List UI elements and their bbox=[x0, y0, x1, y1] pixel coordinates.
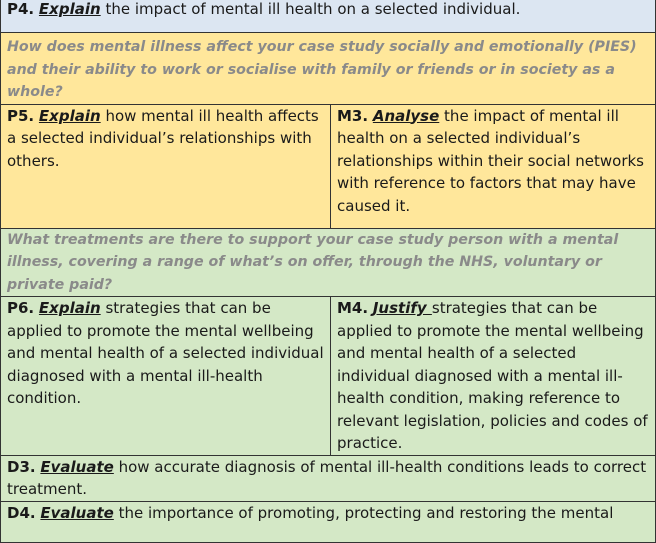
criterion-text: how accurate diagnosis of mental ill-health conditions leads to correct treatment. bbox=[7, 457, 647, 498]
command-verb: Justify bbox=[372, 299, 432, 317]
criterion-d4 bbox=[1, 501, 656, 542]
criteria-row-p6-m4 bbox=[1, 297, 656, 456]
criterion-p6 bbox=[1, 297, 331, 456]
command-verb: Analyse bbox=[372, 106, 440, 125]
criterion-p4 bbox=[1, 0, 656, 33]
criterion-text: the impact of mental ill health on a selected individual’s relationships within their social networks with reference to factors that may have caused it. bbox=[337, 106, 645, 215]
criterion-text: the importance of promoting, protecting and restoring the mental bbox=[113, 503, 614, 522]
criterion-p4-row bbox=[1, 0, 656, 33]
criterion-text: how mental ill health affects a selected individual’s relationships with others. bbox=[7, 106, 319, 170]
command-verb: Explain bbox=[38, 299, 101, 317]
question-prompt-2: What treatments are there to support your case study person with a mental illness, covering a range of what’s on offer, through the NHS, voluntary or private paid? bbox=[1, 228, 656, 297]
criterion-d3 bbox=[1, 455, 656, 501]
criterion-code: D4. bbox=[7, 503, 36, 522]
criterion-code: P5. bbox=[7, 106, 35, 125]
command-verb: Evaluate bbox=[40, 503, 114, 522]
criterion-m3 bbox=[331, 104, 656, 228]
criterion-text: strategies that can be applied to promote the mental wellbeing and mental health of a selected individual diagnosed with a mental ill-health condition, making reference to relevant legislation, policies and codes of practice. bbox=[337, 299, 648, 452]
criterion-code: P6. bbox=[7, 299, 35, 317]
criterion-code: M3. bbox=[337, 106, 369, 125]
criterion-p5 bbox=[1, 104, 331, 228]
criterion-text: the impact of mental ill health on a selected individual. bbox=[100, 0, 521, 18]
criterion-code: D3. bbox=[7, 457, 36, 476]
criterion-code: M4. bbox=[337, 299, 369, 317]
command-verb: Explain bbox=[38, 106, 101, 125]
criterion-d3-row bbox=[1, 455, 656, 501]
criterion-d4-row bbox=[1, 501, 656, 542]
criterion-text: strategies that can be applied to promote the mental wellbeing and mental health of a selected individual diagnosed with a mental ill-health condition. bbox=[7, 299, 324, 407]
question-row-2 bbox=[1, 228, 656, 297]
command-verb: Evaluate bbox=[40, 457, 114, 476]
criteria-row-p5-m3 bbox=[1, 104, 656, 228]
question-row-1 bbox=[1, 33, 656, 105]
criterion-m4 bbox=[331, 297, 656, 456]
command-verb: Explain bbox=[38, 0, 101, 18]
criterion-code: P4. bbox=[7, 0, 35, 18]
question-prompt-1: How does mental illness affect your case study socially and emotionally (PIES) and their ability to work or socialise with family or friends or in society as a whole? bbox=[1, 33, 656, 105]
